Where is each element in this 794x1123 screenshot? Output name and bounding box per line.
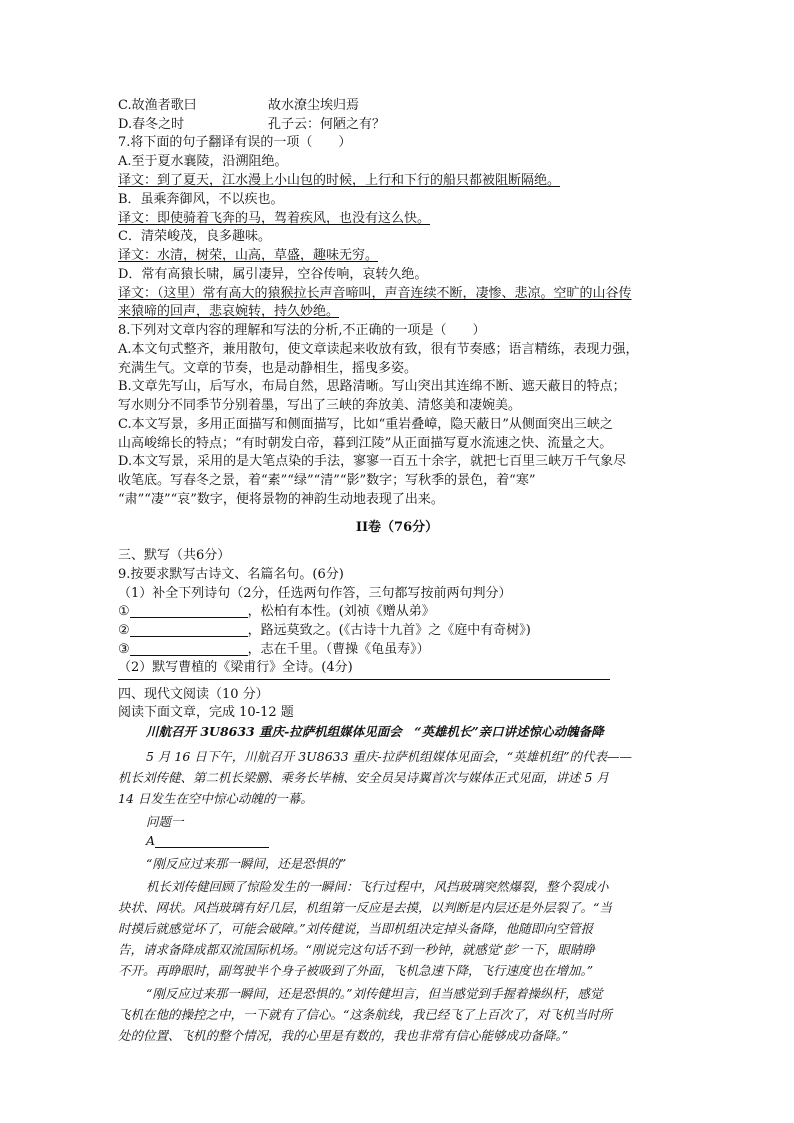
question-one-label: 问题一 bbox=[146, 814, 184, 829]
q7-option-d-translation-line2: 来猿啼的回声，悲哀婉转，持久妙绝。 bbox=[118, 304, 340, 319]
q6-option-d-pair: 孔子云：何陋之有？ bbox=[268, 117, 386, 132]
q7-option-c: C．清荣峻茂，良多趣味。 bbox=[118, 229, 271, 244]
q8-option-d-line3: “肃”“凄”“哀”数字，便将景物的神韵生动地表现了出来。 bbox=[118, 492, 444, 507]
q7-option-a-translation: 译文：到了夏天，江水漫上小山包的时候，上行和下行的船只都被阻断隔绝。 bbox=[118, 173, 561, 188]
section3-title: 三、默写（共6分） bbox=[118, 548, 231, 563]
q8-option-a-line2: 充满生气。文章的节奏，也是动静相生，摇曳多姿。 bbox=[118, 361, 418, 376]
q8-option-c-line2: 山高峻绵长的特点；“有时朝发白帝，暮到江陵”从正面描写夏水流速之快、流量之大。 bbox=[118, 436, 613, 451]
answer-blank-a[interactable] bbox=[155, 833, 269, 848]
q9-stem: 9.按要求默写古诗文、名篇名句。(6分) bbox=[118, 567, 344, 582]
q6-option-c: C.故渔者歌曰 bbox=[118, 98, 197, 113]
q7-option-c-translation: 译文：水清，树荣，山高，草盛，趣味无穷。 bbox=[118, 248, 379, 263]
article-p3-line1: “刚反应过来那一瞬间，还是恐惧的。”刘传健坦言，但当感觉到手握着操纵杆，感觉 bbox=[146, 986, 603, 1001]
article-p2-line1: 机长刘传健回顾了惊险发生的一瞬间：飞行过程中，风挡玻璃突然爆裂，整个裂成小 bbox=[146, 879, 609, 894]
article-p1-line2: 机长刘传健、第二机长梁鹏、乘务长毕楠、安全员吴诗翼首次与媒体正式见面，讲述 5 月 bbox=[118, 770, 609, 785]
q7-option-d: D．常有高猿长啸，属引凄异，空谷传响，哀转久绝。 bbox=[118, 267, 428, 282]
answer-rule[interactable] bbox=[118, 679, 610, 680]
q6-option-c-pair: 故水潦尘埃归焉 bbox=[268, 98, 360, 113]
q6-option-d: D.春冬之时 bbox=[118, 117, 185, 132]
article-p3-line3: 处的位置、飞机的整个情况，我的心里是有数的，我也非常有信心能够成功备降。” bbox=[118, 1028, 569, 1043]
q7-option-a: A.至于夏水襄陵，沿溯阻绝。 bbox=[118, 154, 288, 169]
q8-stem: 8.下列对文章内容的理解和写法的分析,不正确的一项是（ ） bbox=[118, 323, 486, 338]
answer-blank-2[interactable] bbox=[130, 622, 248, 637]
article-headline: 川航召开 3U8633 重庆-拉萨机组媒体见面会 “英雄机长”亲口讲述惊心动魄备降 bbox=[146, 724, 604, 739]
article-p3-line2: 飞机在他的操控之中，一下就有了信心。“这条航线，我已经飞了上百次了，对飞机当时所 bbox=[118, 1007, 612, 1022]
article-p1-line3: 14 日发生在空中惊心动魄的一幕。 bbox=[118, 791, 313, 806]
quote-heading: “刚反应过来那一瞬间，还是恐惧的” bbox=[146, 856, 347, 871]
q7-option-b: B．虽乘奔御风，不以疾也。 bbox=[118, 192, 284, 207]
reading-instruction: 阅读下面文章，完成 10-12 题 bbox=[118, 705, 294, 720]
article-p1-line1: 5 月 16 日下午，川航召开 3U8633 重庆-拉萨机组媒体见面会，“英雄机组”的代表—— bbox=[146, 749, 633, 764]
q8-option-a-line1: A.本文句式整齐，兼用散句，使文章读起来收放有致，很有节奏感；语言精练，表现力强， bbox=[118, 342, 639, 357]
answer-blank-3[interactable] bbox=[130, 641, 248, 656]
q7-option-b-translation: 译文：即使骑着飞奔的马，驾着疾风，也没有这么快。 bbox=[118, 211, 431, 226]
answer-blank-1[interactable] bbox=[130, 603, 248, 618]
article-p2-line3: 时摸后就感觉坏了，可能会破障。”刘传健说，当即机组决定掉头备降，他随即向空管报 bbox=[118, 921, 594, 936]
q8-option-b-line1: B.文章先写山，后写水，布局自然，思路清晰。写山突出其连绵不断、遮天蔽日的特点； bbox=[118, 379, 626, 394]
article-p2-line5: 不开。再睁眼时，副驾驶半个身子被吸到了外面，飞机急速下降，飞行速度也在增加。” bbox=[118, 963, 594, 978]
q7-option-d-translation-line1: 译文：（这里）常有高大的猿猴拉长声音啼叫，声音连续不断，凄惨、悲凉。空旷的山谷传 bbox=[118, 286, 632, 301]
question-one-answer-line: A bbox=[146, 831, 269, 850]
q8-option-c-line1: C.本文写景，多用正面描写和侧面描写，比如“重岩叠嶂，隐天蔽日”从侧面突出三峡之 bbox=[118, 417, 613, 432]
q9-line2: ② ，路远莫致之。(《古诗十九首》之《庭中有奇树》) bbox=[118, 623, 531, 638]
article-p2-line4: 告，请求备降成都双流国际机场。“刚说完这句话不到一秒钟，就感觉‘彭’一下，眼睛睁 bbox=[118, 942, 595, 957]
q7-stem: 7.将下面的句子翻译有误的一项（ ） bbox=[118, 135, 352, 150]
part2-title: II卷（76分） bbox=[355, 520, 439, 535]
article-p2-line2: 块状、网状。风挡玻璃有好几层，机组第一反应是去摸，以判断是内层还是外层裂了。“当 bbox=[118, 900, 612, 915]
section4-title: 四、现代文阅读（10 分） bbox=[118, 687, 269, 702]
q8-option-d-line2: 收笔底。写春冬之景，着“素”“绿”“清”“影”数字；写秋季的景色，着“寒” bbox=[118, 473, 536, 488]
q8-option-b-line2: 写水则分不同季节分别着墨，写出了三峡的奔放美、清悠美和凄婉美。 bbox=[118, 398, 522, 413]
q8-option-d-line1: D.本文写景，采用的是大笔点染的手法，寥寥一百五十余字，就把七百里三峡万千气象尽 bbox=[118, 454, 627, 469]
q9-sub2: （2）默写曹植的《梁甫行》全诗。(4分) bbox=[118, 660, 353, 675]
q9-line3: ③ ，志在千里。（曹操《龟虽寿》） bbox=[118, 642, 430, 657]
q9-sub1: （1）补全下列诗句（2分，任选两句作答，三句都写按前两句判分） bbox=[118, 586, 512, 601]
q9-line1: ① ，松柏有本性。(刘祯《赠从弟》 bbox=[118, 604, 435, 619]
